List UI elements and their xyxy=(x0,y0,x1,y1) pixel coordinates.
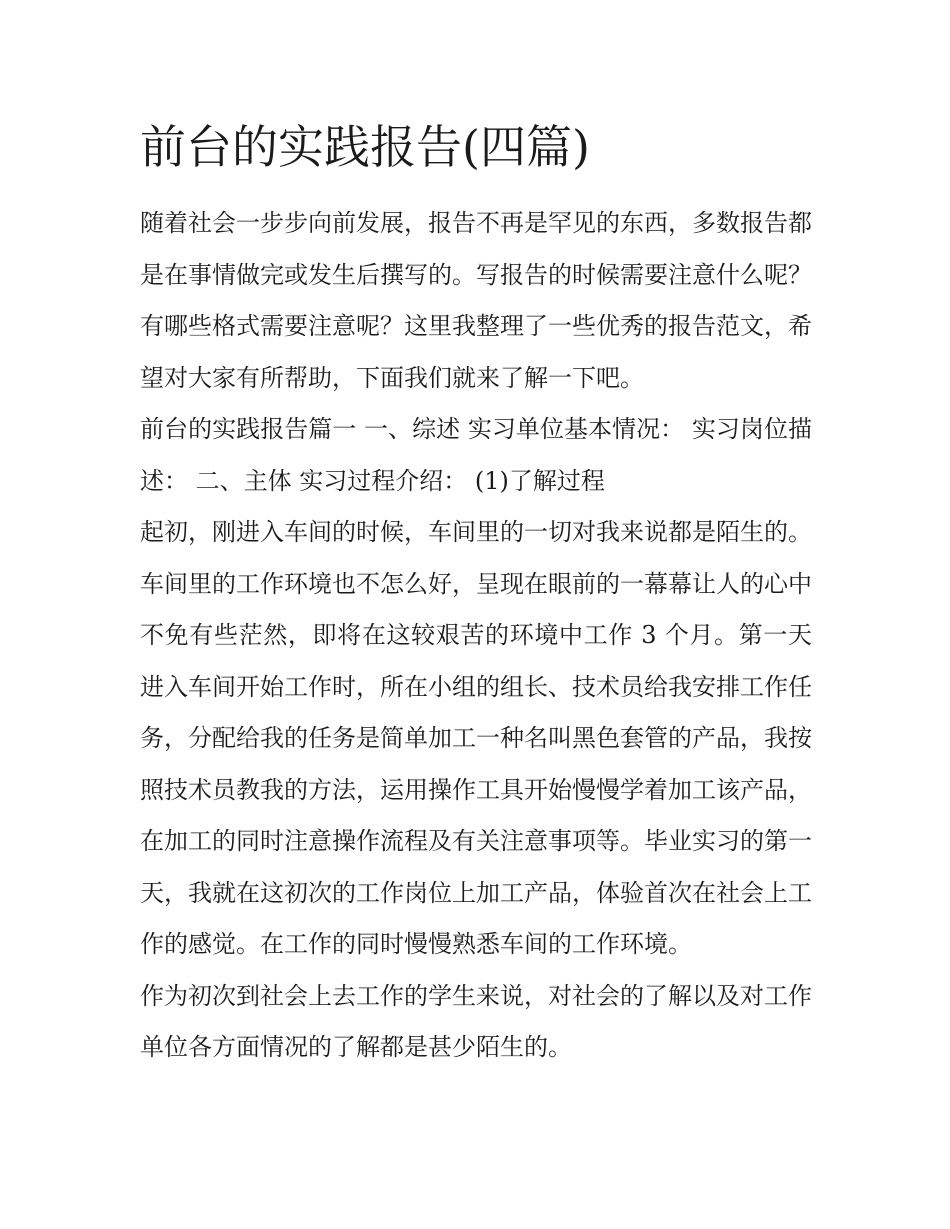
process-paragraph: 起初，刚进入车间的时候，车间里的一切对我来说都是陌生的。车间里的工作环境也不怎么好，呈现在眼前的一幕幕让人的心中不免有些茫然，即将在这较艰苦的环境中工作 3 个月。第一天进入车间开始工作时，所在小组的组长、技术员给我安排工作任务，分配给我的任务是简单加工一种名叫黑色套管的产品，我按照技术员教我的方法，运用操作工具开始慢慢学着加工该产品，在加工的同时注意操作流程及有关注意事项等。毕业实习的第一天，我就在这初次的工作岗位上加工产品，体验首次在社会上工作的感觉。在工作的同时慢慢熟悉车间的工作环境。 xyxy=(140,518,812,958)
outline-paragraph: 前台的实践报告篇一 一、综述 实习单位基本情况： 实习岗位描述： 二、主体 实习过程介绍： (1)了解过程 xyxy=(140,415,812,495)
document-body xyxy=(140,198,812,1074)
closing-paragraph: 作为初次到社会上去工作的学生来说，对社会的了解以及对工作单位各方面情况的了解都是甚少陌生的。 xyxy=(140,981,812,1061)
intro-paragraph: 随着社会一步步向前发展，报告不再是罕见的东西，多数报告都是在事情做完或发生后撰写的。写报告的时候需要注意什么呢？有哪些格式需要注意呢？这里我整理了一些优秀的报告范文，希望对大家有所帮助，下面我们就来了解一下吧。 xyxy=(140,209,812,392)
document-title: 前台的实践报告(四篇) xyxy=(140,120,590,174)
